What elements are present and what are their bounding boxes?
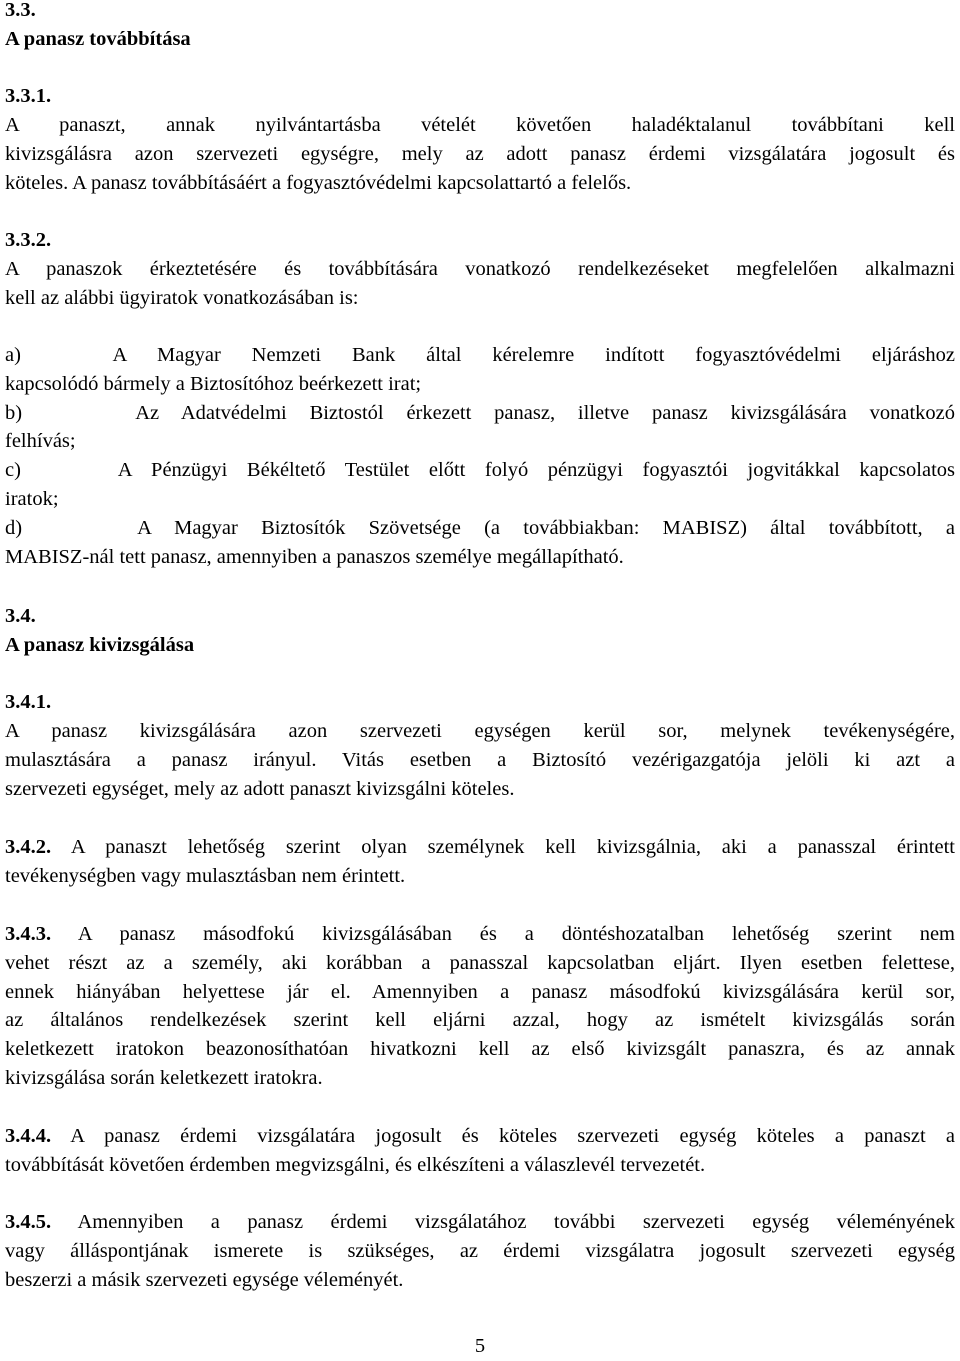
paragraph-number-3-4-2: 3.4.2. bbox=[5, 836, 52, 858]
paragraph-line: A panaszt lehetőség szerint olyan személynek kell kivizsgálnia, aki a panasszal érintett bbox=[70, 836, 955, 858]
list-item-continuation: felhívás; bbox=[5, 430, 76, 453]
paragraph-number-3-3-1: 3.3.1. bbox=[5, 85, 52, 107]
paragraph-line: A panasz kivizsgálására azon szervezeti egységen kerül sor, melynek tevékenységére, bbox=[5, 720, 955, 742]
paragraph-3-4-5 bbox=[5, 1208, 955, 1294]
section-title-3-3: A panasz továbbítása bbox=[5, 28, 191, 50]
paragraph-line: ennek hiányában helyettese jár el. Amennyiben a panasz másodfokú kivizsgálására kerül sor, bbox=[5, 980, 955, 1003]
paragraph-number-3-3-2: 3.3.2. bbox=[5, 229, 52, 251]
paragraph-line: kell az alábbi ügyiratok vonatkozásában is: bbox=[5, 286, 359, 309]
paragraph-line: A panaszt, annak nyilvántartásba vételét követően haladéktalanul továbbítani kell bbox=[5, 114, 955, 136]
paragraph-3-4-2 bbox=[5, 833, 955, 891]
paragraph-line: szervezeti egységet, mely az adott panaszt kivizsgálni köteles. bbox=[5, 777, 515, 800]
paragraph-line: mulasztására a panasz irányul. Vitás esetben a Biztosító vezérigazgatója jelöli ki azt a bbox=[5, 748, 955, 771]
list-item bbox=[5, 341, 955, 399]
list-item bbox=[5, 399, 955, 457]
paragraph-3-4-1 bbox=[5, 717, 955, 803]
paragraph-line: továbbítását követően érdemben megvizsgálni, és elkészíteni a válaszlevél tervezetét. bbox=[5, 1153, 706, 1176]
list-item-continuation: kapcsolódó bármely a Biztosítóhoz beérkezett irat; bbox=[5, 372, 422, 395]
paragraph-line: kivizsgálása során keletkezett iratokra. bbox=[5, 1066, 323, 1089]
list-item-continuation: MABISZ-nál tett panasz, amennyiben a panaszos személye megállapítható. bbox=[5, 545, 624, 568]
paragraph-line: beszerzi a másik szervezeti egysége véleményét. bbox=[5, 1268, 404, 1291]
paragraph-3-3-2 bbox=[5, 255, 955, 313]
page-number: 5 bbox=[474, 1335, 486, 1357]
list-item bbox=[5, 514, 955, 572]
paragraph-line: az általános rendelkezések szerint kell eljárni azzal, hogy az ismételt kivizsgálás során bbox=[5, 1009, 955, 1032]
paragraph-line: köteles. A panasz továbbításáért a fogyasztóvédelmi kapcsolattartó a felelős. bbox=[5, 171, 632, 194]
list-item-first-line: d) A Magyar Biztosítók Szövetsége (a továbbiakban: MABISZ) által továbbított, a bbox=[5, 516, 955, 539]
paragraph-first-line bbox=[5, 1122, 955, 1151]
list-item-first-line: a) A Magyar Nemzeti Bank által kérelemre indított fogyasztóvédelmi eljáráshoz bbox=[5, 344, 955, 366]
paragraph-line: tevékenységben vagy mulasztásban nem érintett. bbox=[5, 864, 406, 887]
paragraph-number-3-4-3: 3.4.3. bbox=[5, 923, 52, 945]
paragraph-3-4-4 bbox=[5, 1122, 955, 1180]
paragraph-line: vagy álláspontjának ismerete is szükséges, az érdemi vizsgálatra jogosult szervezeti egység bbox=[5, 1239, 955, 1262]
list-item-continuation: iratok; bbox=[5, 487, 59, 510]
section-title-3-4: A panasz kivizsgálása bbox=[5, 634, 195, 656]
list-item bbox=[5, 456, 955, 514]
paragraph-number-3-4-5: 3.4.5. bbox=[5, 1211, 52, 1233]
paragraph-line: kivizsgálásra azon szervezeti egységre, mely az adott panasz érdemi vizsgálatára jogosult és bbox=[5, 142, 955, 165]
paragraph-3-4-3 bbox=[5, 920, 955, 1093]
paragraph-number-3-4-1: 3.4.1. bbox=[5, 691, 52, 713]
paragraph-first-line bbox=[5, 833, 955, 862]
list-item-first-line: c) A Pénzügyi Békéltető Testület előtt folyó pénzügyi fogyasztói jogvitákkal kapcsolatos bbox=[5, 459, 955, 482]
enumerated-list bbox=[5, 341, 955, 571]
paragraph-line: Amennyiben a panasz érdemi vizsgálatához további szervezeti egység véleményének bbox=[77, 1211, 956, 1233]
list-item-first-line: b) Az Adatvédelmi Biztostól érkezett panasz, illetve panasz kivizsgálására vonatkozó bbox=[5, 401, 955, 424]
paragraph-number-3-4-4: 3.4.4. bbox=[5, 1125, 52, 1147]
paragraph-3-3-1 bbox=[5, 111, 955, 197]
paragraph-first-line bbox=[5, 1208, 955, 1237]
paragraph-line: keletkezett iratokon beazonosíthatóan hivatkozni kell az első kivizsgált panaszra, és az annak bbox=[5, 1038, 955, 1061]
paragraph-line: A panaszok érkeztetésére és továbbítására vonatkozó rendelkezéseket megfelelően alkalmazni bbox=[5, 258, 955, 280]
paragraph-line: vehet részt az a személy, aki korábban a panasszal kapcsolatban eljárt. Ilyen esetben felettese, bbox=[5, 951, 955, 974]
paragraph-line: A panasz érdemi vizsgálatára jogosult és köteles szervezeti egység köteles a panaszt a bbox=[70, 1125, 956, 1147]
paragraph-first-line bbox=[5, 920, 955, 949]
paragraph-line: A panasz másodfokú kivizsgálásában és a döntéshozatalban lehetőség szerint nem bbox=[77, 923, 956, 945]
section-number-3-4: 3.4. bbox=[5, 605, 36, 627]
section-number-3-3: 3.3. bbox=[5, 0, 36, 21]
